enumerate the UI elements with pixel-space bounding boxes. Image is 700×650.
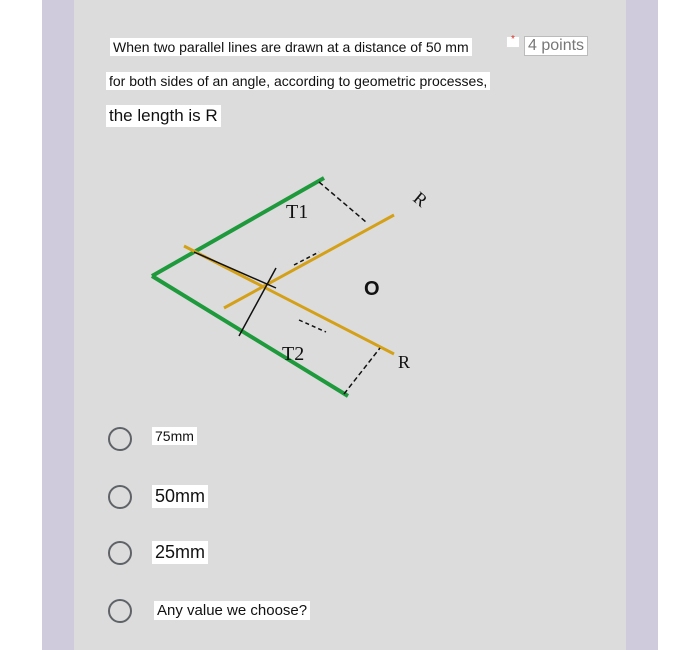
geometry-diagram — [144, 170, 484, 410]
label-t2: T2 — [282, 343, 305, 365]
radio-button[interactable] — [108, 541, 132, 565]
option-label: 25mm — [152, 541, 208, 564]
label-o: O — [364, 278, 380, 300]
question-text-line-2: for both sides of an angle, according to geometric processes, — [106, 72, 490, 90]
option-label: 50mm — [152, 485, 208, 508]
label-r-bottom: R — [398, 352, 411, 372]
label-r-top: R — [409, 187, 432, 211]
angle-side-upper — [152, 178, 324, 276]
question-text-line-3: the length is R — [106, 105, 221, 127]
option-label: 75mm — [152, 427, 197, 445]
right-margin — [658, 0, 700, 650]
label-t1: T1 — [286, 201, 309, 223]
question-card — [74, 0, 626, 650]
page-background-left — [42, 0, 74, 650]
left-margin — [0, 0, 42, 650]
radio-button[interactable] — [108, 599, 132, 623]
construction-line-a — [194, 252, 276, 288]
perpendicular-bottom — [344, 348, 380, 394]
radius-mark-lower — [299, 320, 326, 332]
radio-button[interactable] — [108, 427, 132, 451]
points-badge: 4 points — [524, 36, 588, 56]
radio-button[interactable] — [108, 485, 132, 509]
page-background-right — [626, 0, 658, 650]
perpendicular-top — [319, 182, 366, 222]
question-text-line-1: When two parallel lines are drawn at a distance of 50 mm — [110, 38, 472, 56]
option-label: Any value we choose? — [154, 601, 310, 620]
required-indicator — [506, 36, 520, 48]
required-asterisk: * — [511, 34, 515, 45]
